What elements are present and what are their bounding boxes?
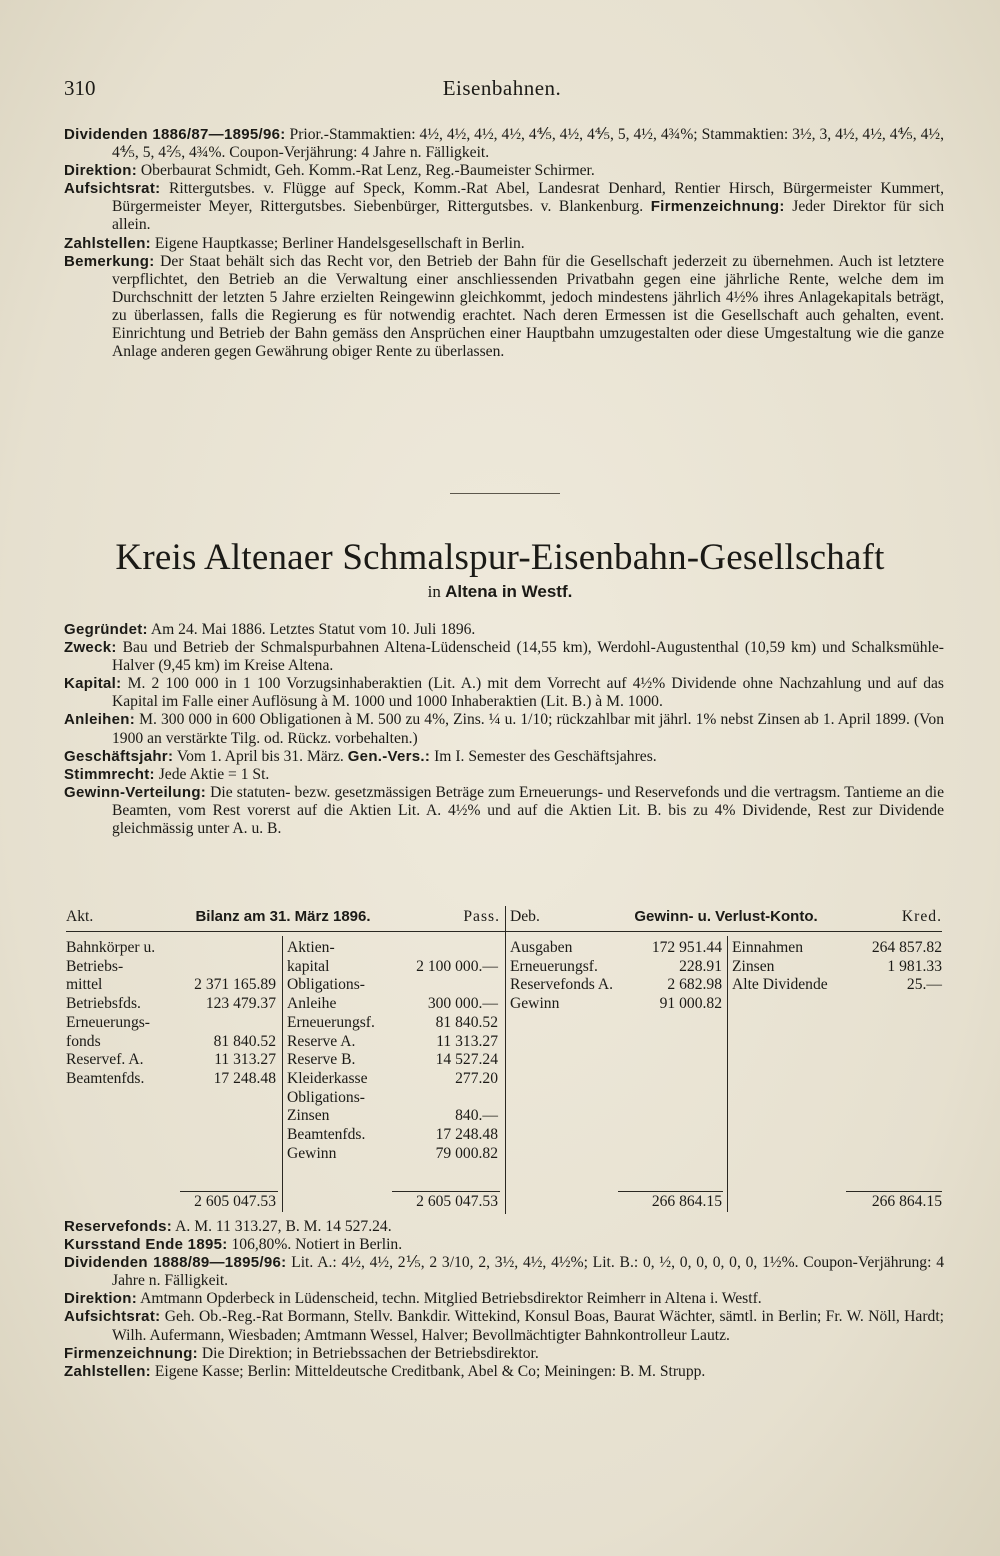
passiva-row-label: Kleiderkasse <box>287 1069 368 1087</box>
entry-paragraph <box>64 253 944 362</box>
aktiva-row-value: 2 371 165.89 <box>194 976 276 994</box>
bilanz-column-divider <box>282 936 283 1212</box>
passiva-row-value: 79 000.82 <box>435 1144 498 1162</box>
passiva-row-value: 81 840.52 <box>435 1013 498 1031</box>
credit-row-value: 264 857.82 <box>871 939 942 956</box>
passiva-row-label: Aktien- <box>287 939 335 956</box>
company-title: Kreis Altenaer Schmalspur-Eisenbahn-Gesellschaft <box>115 537 885 578</box>
entry-label: Kapital: <box>64 675 122 693</box>
entry-text: Die statuten- bezw. gesetzmässigen Beträge zum Erneuerungs- und Reservefonds und die vertragsm. Tantieme an die Beamten, vom Rest vorerst auf die Aktien Lit. A. 4½% und auf die Aktien Lit. B. bis zu 4% Dividende, Rest zur Dividende gleichmässig unter A. u. B. <box>112 783 944 838</box>
passiva-row-label: Erneuerungsf. <box>287 1013 375 1031</box>
company-info <box>64 621 944 838</box>
entry-text: Der Staat behält sich das Recht vor, den Betrieb der Bahn für die Gesellschaft jederzeit zu übernehmen. Auch ist letztere verpflichtet, den Betrieb an die Verwaltung einer anschliessenden Privatbahn gegen eine jährliche Rente, welche dem im Durchschnitt der letzten 5 Jahre erzielten Reingewinn gleichkommt, jedoch mindestens jährlich 4½% ihres Anlagekapitals beträgt, zu überlassen, falls die Regierung es für notwendig erachtet. Nach deren Ermessen ist die Gesellschaft auch gehalten, event. Einrichtung und Betrieb der Bahn gemäss den Ansprüchen einer Hauptbahn umzugestalten oder diese Umgestaltung wie die ganze Anlage anderen gegen Gewährung obiger Rente zu überlassen. <box>112 252 944 361</box>
entry-label: Aufsichtsrat: <box>64 180 161 198</box>
entry-paragraph <box>64 1363 944 1381</box>
entry-label: Kursstand Ende 1895: <box>64 1236 228 1254</box>
guv-header <box>510 906 942 928</box>
debit-row-label: Erneuerungsf. <box>510 957 598 975</box>
guv-right-head: Kred. <box>901 908 942 925</box>
aktiva-row-value: 17 248.48 <box>213 1069 276 1087</box>
bilanz-title: Bilanz am 31. März 1896. <box>195 908 371 925</box>
bilanz-right-head: Pass. <box>463 908 500 925</box>
passiva-row-label: Beamtenfds. <box>287 1126 366 1143</box>
entry-paragraph <box>64 235 944 253</box>
entry-paragraph <box>64 1218 944 1236</box>
debit-row-value: 172 951.44 <box>651 939 722 956</box>
passiva-row-value: 277.20 <box>455 1069 498 1087</box>
entry-paragraph <box>64 162 944 180</box>
guv-column-divider <box>727 936 728 1212</box>
passiva-row-value: 2 100 000.— <box>416 957 498 975</box>
page-header <box>64 76 940 106</box>
credit-row-value: 1 981.33 <box>887 957 942 975</box>
entry-label: Direktion: <box>64 162 138 180</box>
passiva-row-label: Obligations- <box>287 976 365 994</box>
entry-label: Direktion: <box>64 1290 138 1308</box>
guv-left-head: Deb. <box>510 908 540 925</box>
bilanz-total-right: 2 605 047.53 <box>416 1193 498 1210</box>
company-place: Altena in Westf. <box>445 582 573 601</box>
entry-paragraph <box>64 1290 944 1308</box>
tables-divider <box>505 906 506 1214</box>
entry-paragraph <box>64 784 944 838</box>
entry-text: Jeder Direktor für sich allein. <box>112 198 944 234</box>
entry-label: Bemerkung: <box>64 252 155 270</box>
entry-text: Die Direktion; in Betriebssachen der Betriebsdirektor. <box>201 1344 539 1362</box>
entry-paragraph <box>64 126 944 162</box>
entry-text: Amtmann Opderbeck in Lüdenscheid, techn. Mitglied Betriebsdirektor Reimherr in Altena i. Westf. <box>140 1290 762 1308</box>
entry-label: Firmenzeichnung: <box>650 198 785 216</box>
credit-row-value: 25.— <box>906 976 942 994</box>
company-tail <box>64 1218 944 1381</box>
entry-label: Gewinn-Verteilung: <box>64 783 207 801</box>
aktiva-row-label: Reservef. A. <box>66 1051 144 1069</box>
entry-label: Gegründet: <box>64 621 148 638</box>
aktiva-row-label: Erneuerungs- <box>66 1013 150 1031</box>
sum-rule <box>618 1191 723 1192</box>
entry-text: Geh. Ob.-Reg.-Rat Bormann, Stellv. Bankdir. Wittekind, Konsul Boas, Baurat Wächter, sämtl. in Berlin; Fr. W. Nöll, Hardt; Wilh. Aufermann, Wiesbaden; Amtmann Wessel, Halver; Bevollmächtigter Bahnkontrolleur Lautz. <box>112 1308 944 1344</box>
credit-row-label: Alte Dividende <box>732 976 828 994</box>
entry-text: Am 24. Mai 1886. Letztes Statut vom 10. Juli 1896. <box>150 621 476 638</box>
passiva-row-label: Anleihe <box>287 995 337 1013</box>
entry-paragraph <box>64 1254 944 1290</box>
running-title: Eisenbahnen. <box>442 76 562 100</box>
debit-row-value: 228.91 <box>679 957 722 975</box>
credit-row-label: Zinsen <box>732 957 775 975</box>
aktiva-row-label: Betriebsfds. <box>66 995 141 1013</box>
entry-text: Prior.-Stammaktien: 4½, 4½, 4½, 4½, 4⅘, 4½, 4⅘, 5, 4½, 4¾%; Stammaktien: 3½, 3, 4½, 4½, 4⅘, 4½, 4⅘, 5, 4⅖, 4¾%. Coupon-Verjährung: 4 Jahre n. Fälligkeit. <box>112 126 944 162</box>
debit-row-value: 91 000.82 <box>659 995 722 1013</box>
aktiva-row-label: fonds <box>66 1032 101 1050</box>
aktiva-row-label: Betriebs- <box>66 957 124 975</box>
sum-rule <box>392 1191 500 1192</box>
passiva-row-label: Zinsen <box>287 1107 330 1125</box>
sum-rule <box>180 1191 278 1192</box>
section-divider <box>450 493 560 494</box>
debit-row-label: Gewinn <box>510 995 560 1013</box>
aktiva-row-value: 81 840.52 <box>213 1032 276 1050</box>
subtitle-prefix: in <box>427 582 441 601</box>
entry-text: Lit. A.: 4½, 4½, 2⅕, 2 3/10, 2, 3½, 4½, 4½%; Lit. B.: 0, ½, 0, 0, 0, 0, 0, 1½%. Coupon-Verjährung: 4 Jahre n. Fälligkeit. <box>112 1254 944 1290</box>
entry-label: Aufsichtsrat: <box>64 1308 161 1326</box>
entry-paragraph <box>64 748 944 766</box>
entry-text: Rittergutsbes. v. Flügge auf Speck, Komm.-Rat Abel, Landesrat Denhard, Rentier Hirsch, Bürgermeister Kummert, Bürgermeister Meyer, Rittergutsbes. Siebenbürger, Rittergutsbes. v. Blankenburg. <box>112 180 944 216</box>
entry-label: Geschäftsjahr: <box>64 747 174 765</box>
passiva-row-value: 300 000.— <box>427 995 498 1013</box>
table-top-rule <box>66 931 942 932</box>
entry-label: Reservefonds: <box>64 1218 173 1235</box>
entry-paragraph <box>64 621 944 639</box>
entry-label: Firmenzeichnung: <box>64 1344 198 1362</box>
entry-label: Gen.-Vers.: <box>347 747 431 765</box>
entry-label: Dividenden 1888/89—1895/96: <box>64 1254 287 1272</box>
aktiva-row-label: Beamtenfds. <box>66 1069 145 1087</box>
passiva-row-label: Reserve A. <box>287 1032 356 1050</box>
entry-paragraph <box>64 766 944 784</box>
entry-paragraph <box>64 1308 944 1344</box>
entry-text: Eigene Kasse; Berlin: Mitteldeutsche Creditbank, Abel & Co; Meiningen: B. M. Strupp. <box>154 1362 706 1380</box>
entry-label: Zahlstellen: <box>64 1362 151 1380</box>
debit-row-label: Reservefonds A. <box>510 976 614 994</box>
entry-label: Stimmrecht: <box>64 765 155 783</box>
passiva-row-label: Reserve B. <box>287 1051 356 1069</box>
entry-text: Bau und Betrieb der Schmalspurbahnen Altena-Lüdenscheid (14,55 km), Werdohl-Augustenthal (10,59 km) und Schalksmühle-Halver (9,45 km) im Kreise Altena. <box>112 639 944 675</box>
passiva-row-label: kapital <box>287 957 330 975</box>
entry-text: M. 2 100 000 in 1 100 Vorzugsinhaberaktien (Lit. A.) mit dem Vorrecht auf 4½% Dividende ohne Nachzahlung und auf das Kapital im Falle einer Auflösung à M. 1000 und 1000 Inhaberaktien (Lit. B.) à M. 1000. <box>112 675 944 711</box>
passiva-row-label: Obligations- <box>287 1088 365 1106</box>
passiva-row-value: 840.— <box>455 1107 498 1125</box>
debit-row-label: Ausgaben <box>510 939 573 956</box>
passiva-row-label: Gewinn <box>287 1144 337 1162</box>
page-number: 310 <box>64 76 96 100</box>
entry-paragraph <box>64 675 944 711</box>
bilanz-header <box>66 906 500 928</box>
guv-total-right: 266 864.15 <box>871 1193 942 1210</box>
entry-text: Oberbaurat Schmidt, Geh. Komm.-Rat Lenz, Reg.-Baumeister Schirmer. <box>140 162 595 180</box>
entry-text: Eigene Hauptkasse; Berliner Handelsgesellschaft in Berlin. <box>154 234 525 252</box>
entry-label: Zweck: <box>64 639 117 657</box>
entry-label: Dividenden 1886/87—1895/96: <box>64 126 286 143</box>
bilanz-left-head: Akt. <box>66 908 94 925</box>
aktiva-row-label: mittel <box>66 976 103 994</box>
passiva-row-value: 17 248.48 <box>435 1126 498 1143</box>
entry-paragraph <box>64 1345 944 1363</box>
company-subtitle <box>0 582 1000 602</box>
entry-label: Zahlstellen: <box>64 234 151 252</box>
entry-text: M. 300 000 in 600 Obligationen à M. 500 zu 4%, Zins. ¼ u. 1/10; rückzahlbar mit jährl. 1% nebst Zinsen ab 1. April 1899. (Von 1900 an verstärkte Tilg. od. Rückz. vorbehalten.) <box>112 711 944 747</box>
aktiva-row-label: Bahnkörper u. <box>66 939 156 956</box>
entry-text: Vom 1. April bis 31. März. <box>176 747 344 765</box>
previous-entry <box>64 126 944 361</box>
entry-text: Im I. Semester des Geschäftsjahres. <box>434 747 657 765</box>
passiva-row-value: 14 527.24 <box>435 1051 498 1069</box>
entry-label: Anleihen: <box>64 711 136 729</box>
guv-title: Gewinn- u. Verlust-Konto. <box>634 908 818 925</box>
entry-paragraph <box>64 711 944 747</box>
aktiva-row-value: 11 313.27 <box>214 1051 276 1069</box>
entry-text: 106,80%. Notiert in Berlin. <box>231 1236 403 1254</box>
entry-paragraph <box>64 180 944 234</box>
passiva-row-value: 11 313.27 <box>436 1032 498 1050</box>
debit-row-value: 2 682.98 <box>667 976 722 994</box>
credit-row-label: Einnahmen <box>732 939 804 956</box>
guv-total-left: 266 864.15 <box>651 1193 722 1210</box>
bilanz-total-left: 2 605 047.53 <box>194 1193 276 1210</box>
entry-text: Jede Aktie = 1 St. <box>158 765 270 783</box>
aktiva-row-value: 123 479.37 <box>205 995 276 1013</box>
entry-paragraph <box>64 1236 944 1254</box>
entry-text: A. M. 11 313.27, B. M. 14 527.24. <box>175 1218 392 1235</box>
entry-paragraph <box>64 639 944 675</box>
sum-rule <box>846 1191 942 1192</box>
